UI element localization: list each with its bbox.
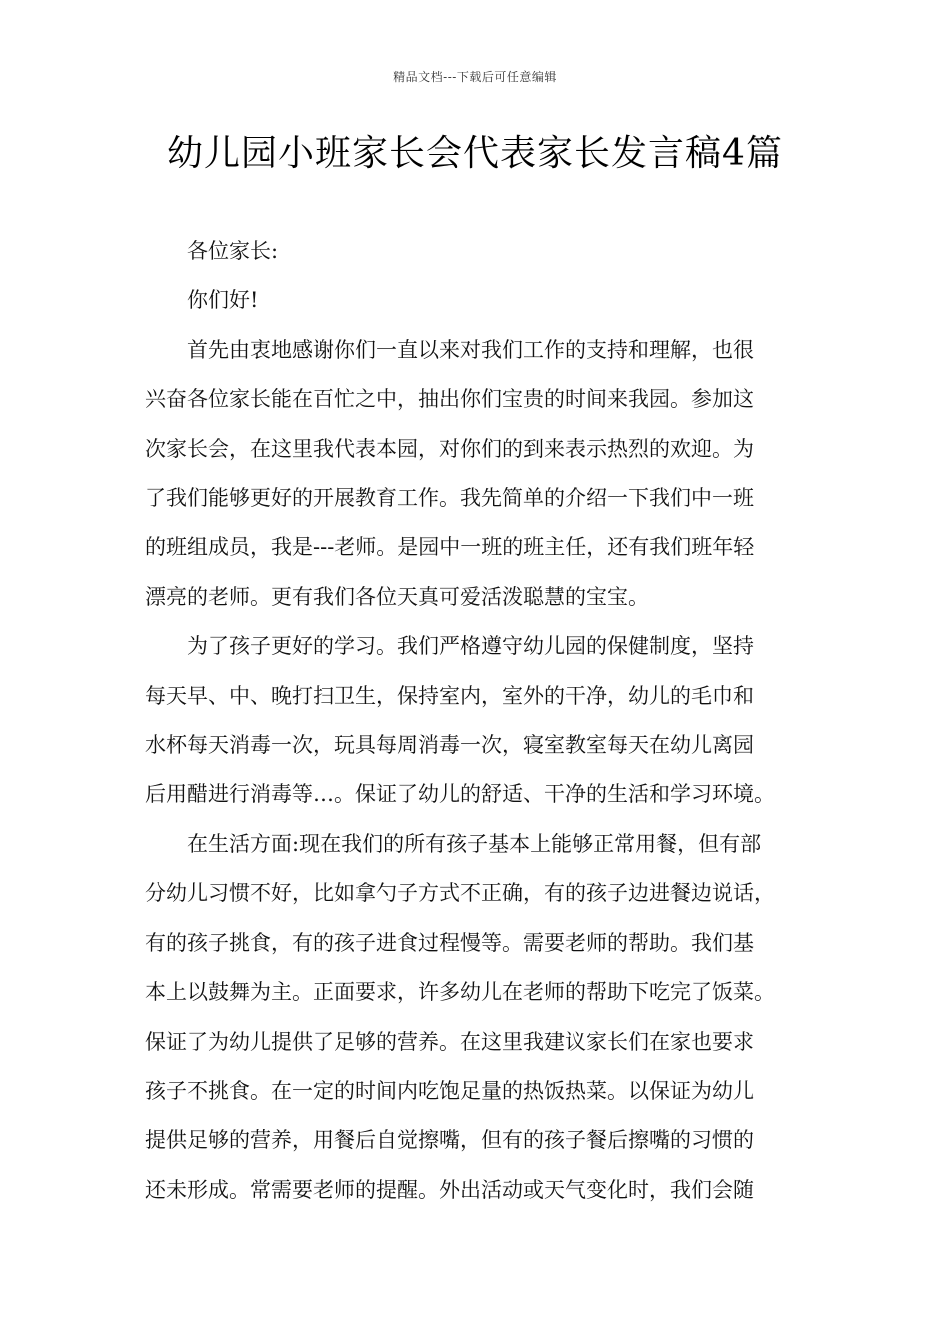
body-line: 兴奋各位家长能在百忙之中，抽出你们宝贵的时间来我园。参加这 — [145, 387, 754, 412]
body-line: 后用醋进行消毒等…。保证了幼儿的舒适、干净的生活和学习环境。 — [145, 782, 775, 807]
body-line: 次家长会，在这里我代表本园，对你们的到来表示热烈的欢迎。为 — [145, 436, 754, 461]
body-line: 为了孩子更好的学习。我们严格遵守幼儿园的保健制度，坚持 — [187, 634, 754, 659]
body-line: 水杯每天消毒一次，玩具每周消毒一次，寝室教室每天在幼儿离园 — [145, 733, 754, 758]
document-body — [145, 227, 815, 1215]
body-line: 漂亮的老师。更有我们各位天真可爱活泼聪慧的宝宝。 — [145, 584, 649, 609]
body-line: 提供足够的营养，用餐后自觉擦嘴，但有的孩子餐后擦嘴的习惯的 — [145, 1128, 754, 1153]
body-line: 了我们能够更好的开展教育工作。我先简单的介绍一下我们中一班 — [145, 486, 754, 511]
body-line: 首先由衷地感谢你们一直以来对我们工作的支持和理解，也很 — [187, 337, 754, 362]
body-line: 的班组成员，我是---老师。是园中一班的班主任，还有我们班年轻 — [145, 535, 755, 560]
header-note: 精品文档---下载后可任意编辑 — [393, 70, 557, 84]
body-line: 还未形成。常需要老师的提醒。外出活动或天气变化时，我们会随 — [145, 1177, 754, 1202]
body-line: 每天早、中、晚打扫卫生，保持室内，室外的干净，幼儿的毛巾和 — [145, 683, 754, 708]
body-line: 孩子不挑食。在一定的时间内吃饱足量的热饭热菜。以保证为幼儿 — [145, 1078, 754, 1103]
body-line: 你们好! — [187, 288, 259, 313]
body-line: 本上以鼓舞为主。正面要求，许多幼儿在老师的帮助下吃完了饭菜。 — [145, 980, 775, 1005]
document-title: 幼儿园小班家长会代表家长发言稿4篇 — [167, 133, 783, 174]
body-line: 分幼儿习惯不好，比如拿勺子方式不正确，有的孩子边进餐边说话， — [145, 881, 775, 906]
body-line: 在生活方面:现在我们的所有孩子基本上能够正常用餐，但有部 — [187, 831, 762, 856]
body-line: 各位家长: — [187, 239, 279, 263]
body-line: 保证了为幼儿提供了足够的营养。在这里我建议家长们在家也要求 — [145, 1029, 754, 1054]
body-line: 有的孩子挑食，有的孩子进食过程慢等。需要老师的帮助。我们基 — [145, 930, 754, 955]
